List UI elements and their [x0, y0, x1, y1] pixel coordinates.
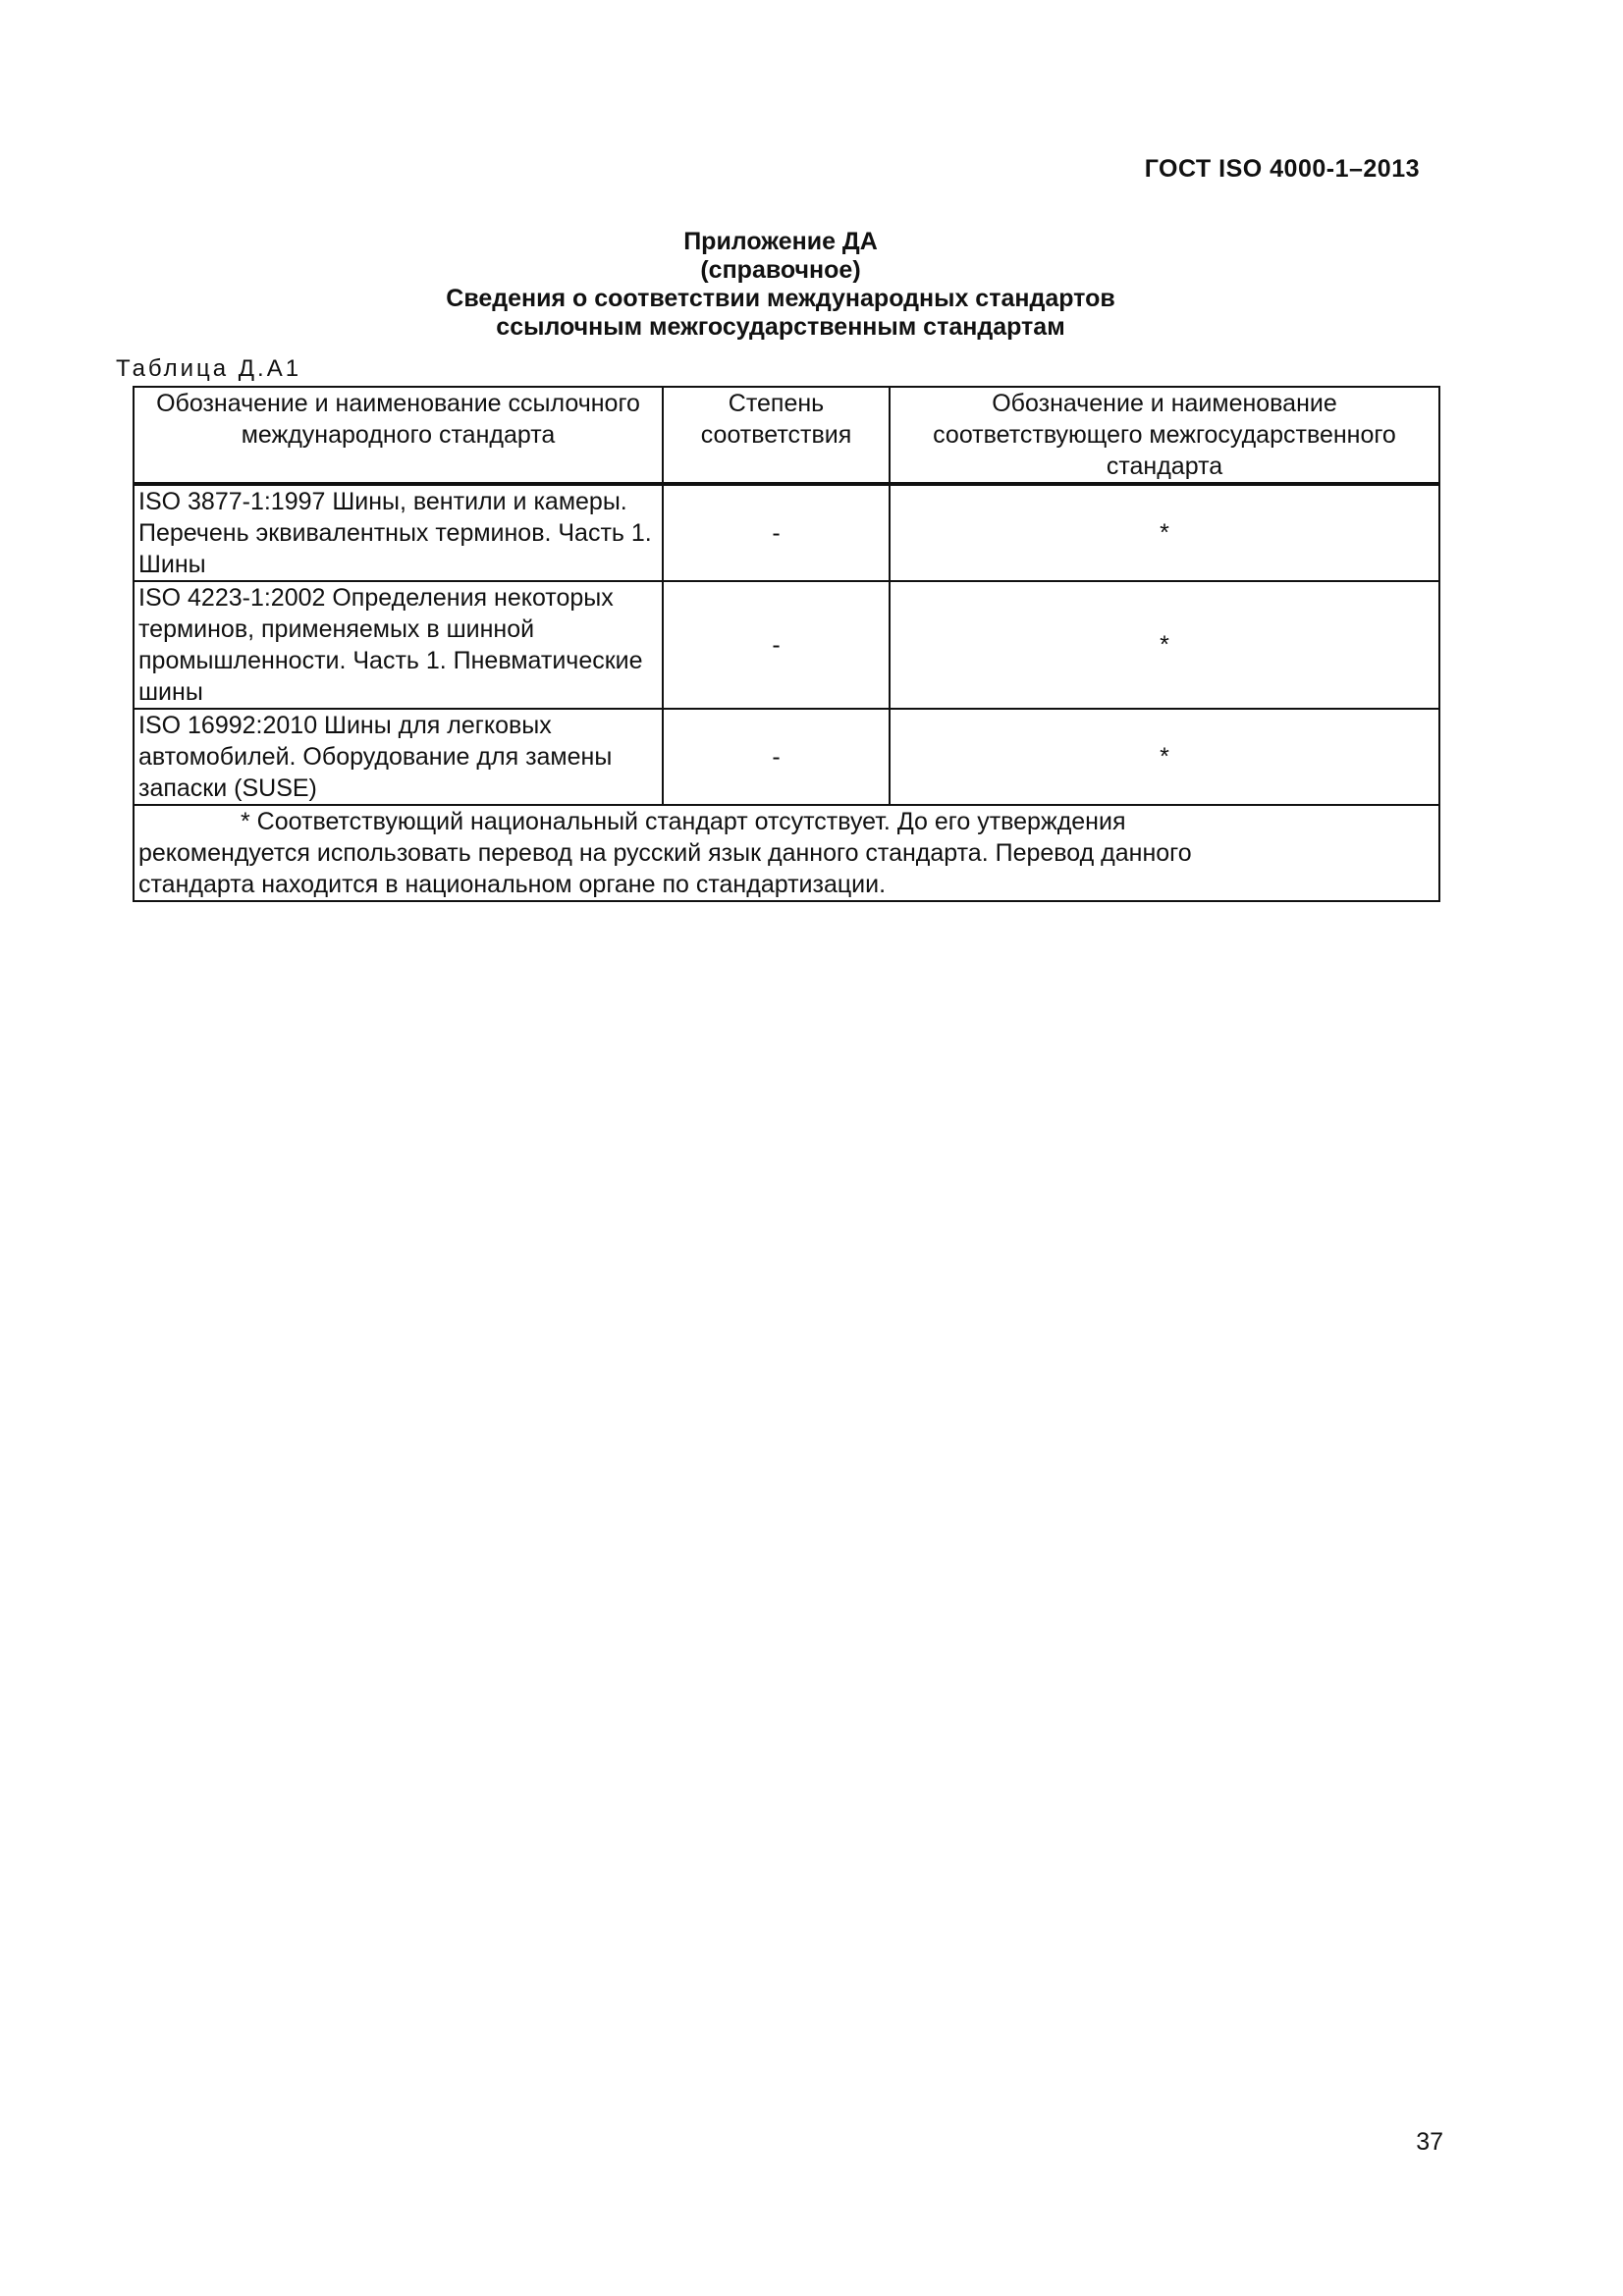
cell-interstate-standard: * [890, 709, 1439, 805]
appendix-heading [0, 228, 1561, 342]
cell-degree: - [663, 484, 890, 581]
table-row [134, 709, 1439, 805]
table-row [134, 484, 1439, 581]
cell-degree: - [663, 581, 890, 709]
appendix-heading-line-1: Сведения о соответствии международных стандартов [446, 285, 1115, 312]
cell-international-standard: ISO 3877-1:1997 Шины, вентили и камеры. Перечень эквивалентных терминов. Часть 1. Шины [134, 484, 663, 581]
cell-international-standard: ISO 16992:2010 Шины для легковых автомобилей. Оборудование для замены запаски (SUSE) [134, 709, 663, 805]
appendix-heading-line-2: ссылочным межгосударственным стандартам [496, 313, 1065, 341]
column-header-international-standard: Обозначение и наименование ссылочного международного стандарта [134, 387, 663, 484]
table-header-row [134, 387, 1439, 484]
cell-international-standard: ISO 4223-1:2002 Определения некоторых терминов, применяемых в шинной промышленности. Часть 1. Пневматические шины [134, 581, 663, 709]
table-row [134, 581, 1439, 709]
footnote-line-1: * Соответствующий национальный стандарт отсутствует. До его утверждения [241, 808, 1126, 835]
column-header-interstate-standard: Обозначение и наименование соответствующего межгосударственного стандарта [890, 387, 1439, 484]
table-footnote-row [134, 805, 1439, 901]
appendix-title: Приложение ДА [683, 228, 878, 255]
standards-correspondence-table [133, 386, 1440, 902]
footnote-line-3: стандарта находится в национальном органе по стандартизации. [138, 871, 887, 898]
column-header-degree: Степень соответствия [663, 387, 890, 484]
appendix-subtitle: (справочное) [700, 256, 861, 284]
cell-interstate-standard: * [890, 484, 1439, 581]
cell-degree: - [663, 709, 890, 805]
footnote-line-2: рекомендуется использовать перевод на русский язык данного стандарта. Перевод данного [138, 839, 1192, 867]
document-code: ГОСТ ISO 4000-1–2013 [1144, 155, 1420, 183]
page-number: 37 [1416, 2128, 1443, 2156]
table-caption: Таблица Д.А1 [116, 355, 302, 382]
table-footnote [134, 805, 1439, 901]
cell-interstate-standard: * [890, 581, 1439, 709]
